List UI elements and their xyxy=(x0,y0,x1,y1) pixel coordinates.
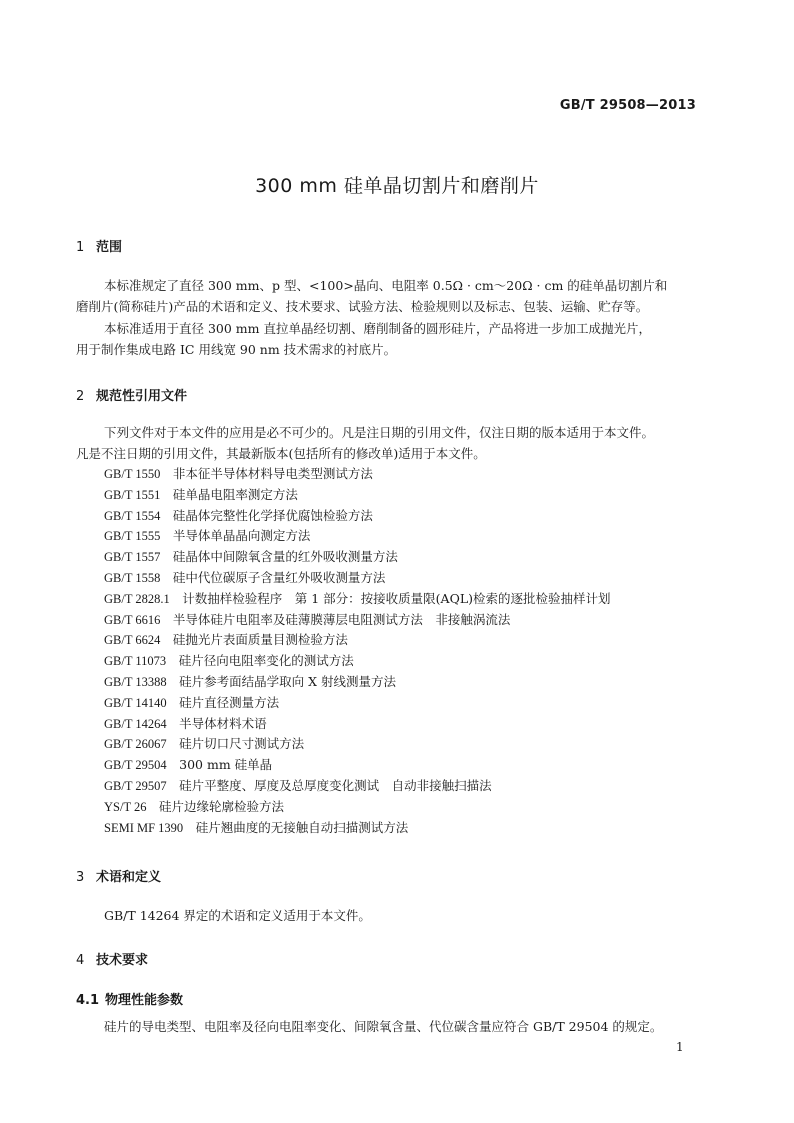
section-3-heading xyxy=(76,866,161,885)
section-1-paragraph-1-line-1: 本标准规定了直径 300 mm、p 型、<100>晶向、电阻率 0.5Ω · cm～20Ω · cm 的硅单晶切割片和 xyxy=(104,278,668,293)
reference-title: 硅片翘曲度的无接触自动扫描测试方法 xyxy=(195,819,409,835)
reference-code: GB/T 14140 xyxy=(104,695,167,710)
section-1-heading xyxy=(76,236,122,255)
reference-title: 硅片切口尺寸测试方法 xyxy=(179,736,305,752)
reference-item xyxy=(104,547,704,568)
reference-code: GB/T 1554 xyxy=(104,508,161,523)
reference-separator xyxy=(160,549,173,564)
section-title: 技术要求 xyxy=(96,953,149,968)
reference-item xyxy=(104,630,704,651)
reference-separator xyxy=(183,820,196,835)
reference-separator xyxy=(167,695,180,710)
reference-separator xyxy=(160,487,173,502)
reference-item xyxy=(104,464,704,485)
reference-item xyxy=(104,776,704,797)
reference-code: GB/T 29504 xyxy=(104,758,167,773)
reference-item xyxy=(104,526,704,547)
reference-code: GB/T 29507 xyxy=(104,778,167,793)
reference-separator xyxy=(160,508,173,523)
section-number: 4 xyxy=(76,953,85,968)
reference-item xyxy=(104,818,704,839)
reference-code: GB/T 13388 xyxy=(104,674,167,689)
subsection-title: 物理性能参数 xyxy=(105,993,184,1008)
reference-separator xyxy=(160,612,173,627)
reference-title: 300 mm 硅单晶 xyxy=(179,757,273,773)
reference-item xyxy=(104,755,704,776)
reference-separator xyxy=(160,466,173,481)
reference-code: GB/T 11073 xyxy=(104,654,167,669)
reference-title: 硅片参考面结晶学取向 X 射线测量方法 xyxy=(179,673,396,689)
reference-code: GB/T 2828.1 xyxy=(104,591,170,606)
subsection-4-1-paragraph-1: 硅片的导电类型、电阻率及径向电阻率变化、间隙氧含量、代位碳含量应符合 GB/T 29504 的规定。 xyxy=(104,1019,663,1034)
reference-item xyxy=(104,672,704,693)
reference-code: SEMI MF 1390 xyxy=(104,820,184,835)
section-title: 术语和定义 xyxy=(96,870,162,885)
reference-item xyxy=(104,651,704,672)
reference-title: 半导体单晶晶向测定方法 xyxy=(172,528,311,544)
reference-item xyxy=(104,714,704,735)
section-title: 规范性引用文件 xyxy=(96,389,188,404)
reference-title: 硅片平整度、厚度及总厚度变化测试 自动非接触扫描法 xyxy=(179,777,492,793)
document-title: 300 mm 硅单晶切割片和磨削片 xyxy=(255,175,539,197)
reference-item xyxy=(104,734,704,755)
reference-separator xyxy=(160,570,173,585)
reference-separator xyxy=(160,528,173,543)
reference-separator xyxy=(170,591,183,606)
page-number: 1 xyxy=(676,1040,684,1054)
reference-code: YS/T 26 xyxy=(104,799,147,814)
reference-item xyxy=(104,568,704,589)
section-3-paragraph-1: GB/T 14264 界定的术语和定义适用于本文件。 xyxy=(104,908,371,923)
normative-references-list xyxy=(104,464,704,838)
reference-code: GB/T 1557 xyxy=(104,550,161,565)
reference-item xyxy=(104,589,704,610)
reference-code: GB/T 1550 xyxy=(104,467,161,481)
reference-item xyxy=(104,693,704,714)
reference-title: 硅抛光片表面质量目测检验方法 xyxy=(172,632,348,648)
section-4-heading xyxy=(76,949,148,968)
reference-title: 硅片边缘轮廓检验方法 xyxy=(159,798,285,814)
section-title: 范围 xyxy=(96,240,123,255)
reference-separator xyxy=(167,757,180,772)
reference-title: 计数抽样检验程序 第 1 部分：按接收质量限(AQL)检索的逐批检验抽样计划 xyxy=(182,590,611,606)
reference-separator xyxy=(147,799,160,814)
reference-separator xyxy=(167,736,180,751)
reference-code: GB/T 6624 xyxy=(104,633,161,648)
reference-code: GB/T 14264 xyxy=(104,716,167,731)
reference-code: GB/T 1555 xyxy=(104,529,161,544)
section-2-paragraph-1-line-2: 凡是不注日期的引用文件，其最新版本(包括所有的修改单)适用于本文件。 xyxy=(76,446,486,461)
subsection-4-1-heading xyxy=(76,989,183,1008)
section-number: 1 xyxy=(76,240,85,255)
reference-separator xyxy=(167,778,180,793)
reference-title: 硅片直径测量方法 xyxy=(179,694,280,710)
reference-title: 非本征半导体材料导电类型测试方法 xyxy=(172,466,373,481)
reference-separator xyxy=(167,716,180,731)
reference-separator xyxy=(166,653,179,668)
section-number: 2 xyxy=(76,389,85,404)
section-1-paragraph-1-line-2: 磨削片(简称硅片)产品的术语和定义、技术要求、试验方法、检验规则以及标志、包装、运输、贮存等。 xyxy=(76,299,649,314)
reference-item xyxy=(104,506,704,527)
section-1-paragraph-2-line-1: 本标准适用于直径 300 mm 直拉单晶经切割、磨削制备的圆形硅片，产品将进一步加工成抛光片， xyxy=(104,321,651,336)
subsection-number: 4.1 xyxy=(76,993,100,1008)
reference-item xyxy=(104,797,704,818)
reference-code: GB/T 26067 xyxy=(104,737,167,752)
reference-code: GB/T 1558 xyxy=(104,570,161,585)
section-2-heading xyxy=(76,385,187,404)
reference-title: 硅片径向电阻率变化的测试方法 xyxy=(178,653,354,669)
reference-title: 硅晶体完整性化学择优腐蚀检验方法 xyxy=(172,507,373,523)
reference-item xyxy=(104,485,704,506)
reference-code: GB/T 6616 xyxy=(104,612,161,627)
reference-title: 硅晶体中间隙氧含量的红外吸收测量方法 xyxy=(172,549,398,565)
reference-title: 半导体材料术语 xyxy=(179,715,267,731)
reference-title: 硅单晶电阻率测定方法 xyxy=(172,486,298,502)
section-number: 3 xyxy=(76,870,85,885)
section-2-paragraph-1-line-1: 下列文件对于本文件的应用是必不可少的。凡是注日期的引用文件，仅注日期的版本适用于本文件。 xyxy=(104,425,655,440)
reference-title: 硅中代位碳原子含量红外吸收测量方法 xyxy=(172,569,386,585)
section-1-paragraph-2-line-2: 用于制作集成电路 IC 用线宽 90 nm 技术需求的衬底片。 xyxy=(76,342,397,357)
standard-number: GB/T 29508—2013 xyxy=(559,98,696,113)
reference-separator xyxy=(167,674,180,689)
reference-separator xyxy=(160,632,173,647)
reference-item xyxy=(104,610,704,631)
reference-code: GB/T 1551 xyxy=(104,487,161,502)
reference-title: 半导体硅片电阻率及硅薄膜薄层电阻测试方法 非接触涡流法 xyxy=(172,611,511,627)
